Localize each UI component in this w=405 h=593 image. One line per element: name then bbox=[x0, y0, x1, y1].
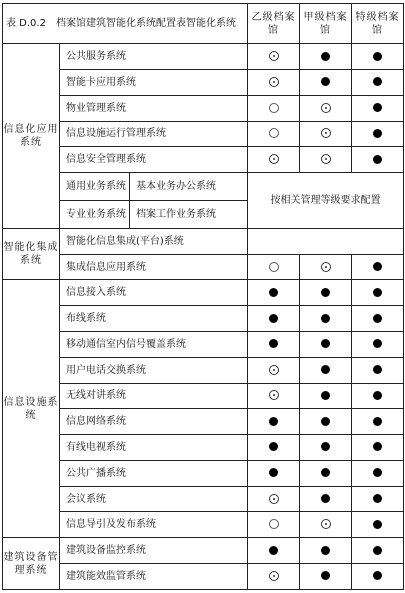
mark-symbol bbox=[269, 51, 279, 61]
mark-cell bbox=[352, 254, 404, 280]
row-subname: 基本业务办公系统 bbox=[130, 173, 248, 201]
mark-symbol bbox=[373, 391, 382, 400]
mark-cell bbox=[352, 383, 404, 409]
mark-cell bbox=[248, 383, 300, 409]
mark-cell bbox=[300, 44, 352, 70]
mark-symbol bbox=[373, 288, 382, 297]
mark-cell bbox=[248, 357, 300, 383]
mark-symbol bbox=[373, 571, 382, 580]
mark-cell bbox=[300, 331, 352, 357]
row-name: 会议系统 bbox=[60, 486, 248, 512]
mark-symbol bbox=[373, 520, 382, 529]
row-name: 信息接入系统 bbox=[60, 280, 248, 306]
mark-symbol bbox=[269, 103, 279, 113]
mark-symbol bbox=[321, 442, 330, 451]
mark-cell bbox=[300, 357, 352, 383]
mark-cell bbox=[248, 306, 300, 332]
mark-symbol bbox=[321, 519, 331, 529]
row-name: 专业业务系统 bbox=[60, 200, 130, 228]
mark-cell bbox=[352, 70, 404, 96]
group-intel-integration: 智能化集成系统 bbox=[3, 228, 60, 280]
mark-cell bbox=[352, 280, 404, 306]
mark-symbol bbox=[321, 468, 330, 477]
mark-cell bbox=[300, 563, 352, 589]
mark-cell bbox=[248, 147, 300, 173]
mark-cell bbox=[248, 331, 300, 357]
row-name: 信息设施运行管理系统 bbox=[60, 121, 248, 147]
mark-symbol bbox=[373, 52, 382, 61]
mark-cell bbox=[352, 486, 404, 512]
row-name: 信息安全管理系统 bbox=[60, 147, 248, 173]
mark-cell bbox=[300, 306, 352, 332]
mark-cell bbox=[352, 460, 404, 486]
mark-symbol bbox=[269, 442, 278, 451]
mark-cell bbox=[300, 512, 352, 538]
mark-symbol bbox=[269, 314, 278, 323]
mark-symbol bbox=[321, 365, 330, 374]
mark-cell bbox=[300, 460, 352, 486]
mark-symbol bbox=[269, 365, 279, 375]
mark-cell bbox=[248, 512, 300, 538]
mark-symbol bbox=[373, 77, 382, 86]
mark-cell bbox=[352, 563, 404, 589]
mark-cell bbox=[352, 121, 404, 147]
row-name: 公共服务系统 bbox=[60, 44, 248, 70]
mark-symbol bbox=[269, 468, 278, 477]
row-name: 布线系统 bbox=[60, 306, 248, 332]
mark-symbol bbox=[373, 339, 382, 348]
mark-cell bbox=[300, 280, 352, 306]
mark-cell bbox=[300, 538, 352, 564]
mark-symbol bbox=[269, 494, 279, 504]
mark-cell bbox=[300, 486, 352, 512]
empty-cell bbox=[248, 228, 404, 254]
mark-symbol bbox=[373, 494, 382, 503]
group-info-app: 信息化应用系统 bbox=[3, 44, 60, 229]
row-subname: 档案工作业务系统 bbox=[130, 200, 248, 228]
mark-cell bbox=[248, 254, 300, 280]
mark-symbol bbox=[269, 339, 278, 348]
mark-symbol bbox=[321, 314, 330, 323]
mark-cell bbox=[352, 147, 404, 173]
mark-cell bbox=[352, 538, 404, 564]
row-name: 智能卡应用系统 bbox=[60, 70, 248, 96]
mark-symbol bbox=[321, 417, 330, 426]
row-name: 公共广播系统 bbox=[60, 460, 248, 486]
mark-symbol bbox=[373, 417, 382, 426]
row-name: 无线对讲系统 bbox=[60, 383, 248, 409]
row-name: 通用业务系统 bbox=[60, 173, 130, 201]
mark-cell bbox=[300, 95, 352, 121]
mark-symbol bbox=[321, 103, 331, 113]
mark-symbol bbox=[321, 128, 331, 138]
mark-cell bbox=[248, 435, 300, 461]
config-table bbox=[2, 3, 404, 590]
mark-cell bbox=[248, 95, 300, 121]
table-title: 表 D.0.2 档案馆建筑智能化系统配置表智能化系统 bbox=[3, 4, 248, 44]
config-note: 按相关管理等级要求配置 bbox=[248, 173, 404, 229]
mark-cell bbox=[352, 306, 404, 332]
mark-symbol bbox=[373, 103, 382, 112]
mark-symbol bbox=[321, 571, 330, 580]
mark-symbol bbox=[269, 417, 278, 426]
mark-symbol bbox=[321, 52, 330, 61]
mark-symbol bbox=[373, 442, 382, 451]
mark-cell bbox=[248, 70, 300, 96]
mark-symbol bbox=[269, 390, 279, 400]
row-name: 建筑能效监管系统 bbox=[60, 563, 248, 589]
mark-symbol bbox=[321, 154, 331, 164]
row-name: 有线电视系统 bbox=[60, 435, 248, 461]
mark-symbol bbox=[373, 129, 382, 138]
mark-symbol bbox=[321, 546, 330, 555]
mark-symbol bbox=[373, 314, 382, 323]
mark-symbol bbox=[269, 154, 279, 164]
row-name: 移动通信室内信号覆盖系统 bbox=[60, 331, 248, 357]
mark-symbol bbox=[373, 262, 382, 271]
mark-cell bbox=[248, 460, 300, 486]
mark-cell bbox=[248, 563, 300, 589]
mark-symbol bbox=[373, 468, 382, 477]
mark-symbol bbox=[373, 365, 382, 374]
col-header-s: 特级档案馆 bbox=[352, 4, 404, 44]
mark-cell bbox=[248, 486, 300, 512]
mark-cell bbox=[300, 121, 352, 147]
mark-cell bbox=[300, 70, 352, 96]
mark-cell bbox=[300, 409, 352, 435]
col-header-a: 甲级档案馆 bbox=[300, 4, 352, 44]
mark-symbol bbox=[269, 128, 279, 138]
mark-cell bbox=[352, 357, 404, 383]
mark-symbol bbox=[269, 262, 279, 272]
mark-symbol bbox=[321, 262, 331, 272]
mark-symbol bbox=[269, 77, 279, 87]
mark-cell bbox=[248, 409, 300, 435]
mark-symbol bbox=[373, 546, 382, 555]
mark-cell bbox=[300, 147, 352, 173]
mark-cell bbox=[352, 331, 404, 357]
row-name: 用户电话交换系统 bbox=[60, 357, 248, 383]
mark-cell bbox=[300, 435, 352, 461]
group-building-mgmt: 建筑设备管理系统 bbox=[3, 538, 60, 590]
row-name: 物业管理系统 bbox=[60, 95, 248, 121]
row-name: 集成信息应用系统 bbox=[60, 254, 248, 280]
mark-cell bbox=[352, 409, 404, 435]
mark-cell bbox=[248, 44, 300, 70]
mark-symbol bbox=[321, 339, 330, 348]
row-name: 建筑设备监控系统 bbox=[60, 538, 248, 564]
mark-symbol bbox=[321, 77, 330, 86]
mark-symbol bbox=[321, 288, 330, 297]
mark-symbol bbox=[269, 288, 278, 297]
mark-cell bbox=[352, 95, 404, 121]
mark-cell bbox=[248, 280, 300, 306]
mark-symbol bbox=[321, 494, 330, 503]
col-header-b: 乙级档案馆 bbox=[248, 4, 300, 44]
mark-symbol bbox=[269, 546, 278, 555]
mark-cell bbox=[248, 121, 300, 147]
mark-symbol bbox=[373, 155, 382, 164]
mark-cell bbox=[248, 538, 300, 564]
mark-cell bbox=[352, 44, 404, 70]
mark-symbol bbox=[321, 391, 330, 400]
mark-cell bbox=[300, 254, 352, 280]
mark-symbol bbox=[269, 519, 279, 529]
group-info-facility: 信息设施系统 bbox=[3, 280, 60, 538]
mark-cell bbox=[352, 512, 404, 538]
mark-cell bbox=[300, 383, 352, 409]
row-name: 智能化信息集成(平台)系统 bbox=[60, 228, 248, 254]
row-name: 信息网络系统 bbox=[60, 409, 248, 435]
mark-symbol bbox=[269, 571, 279, 581]
row-name: 信息导引及发布系统 bbox=[60, 512, 248, 538]
mark-cell bbox=[352, 435, 404, 461]
